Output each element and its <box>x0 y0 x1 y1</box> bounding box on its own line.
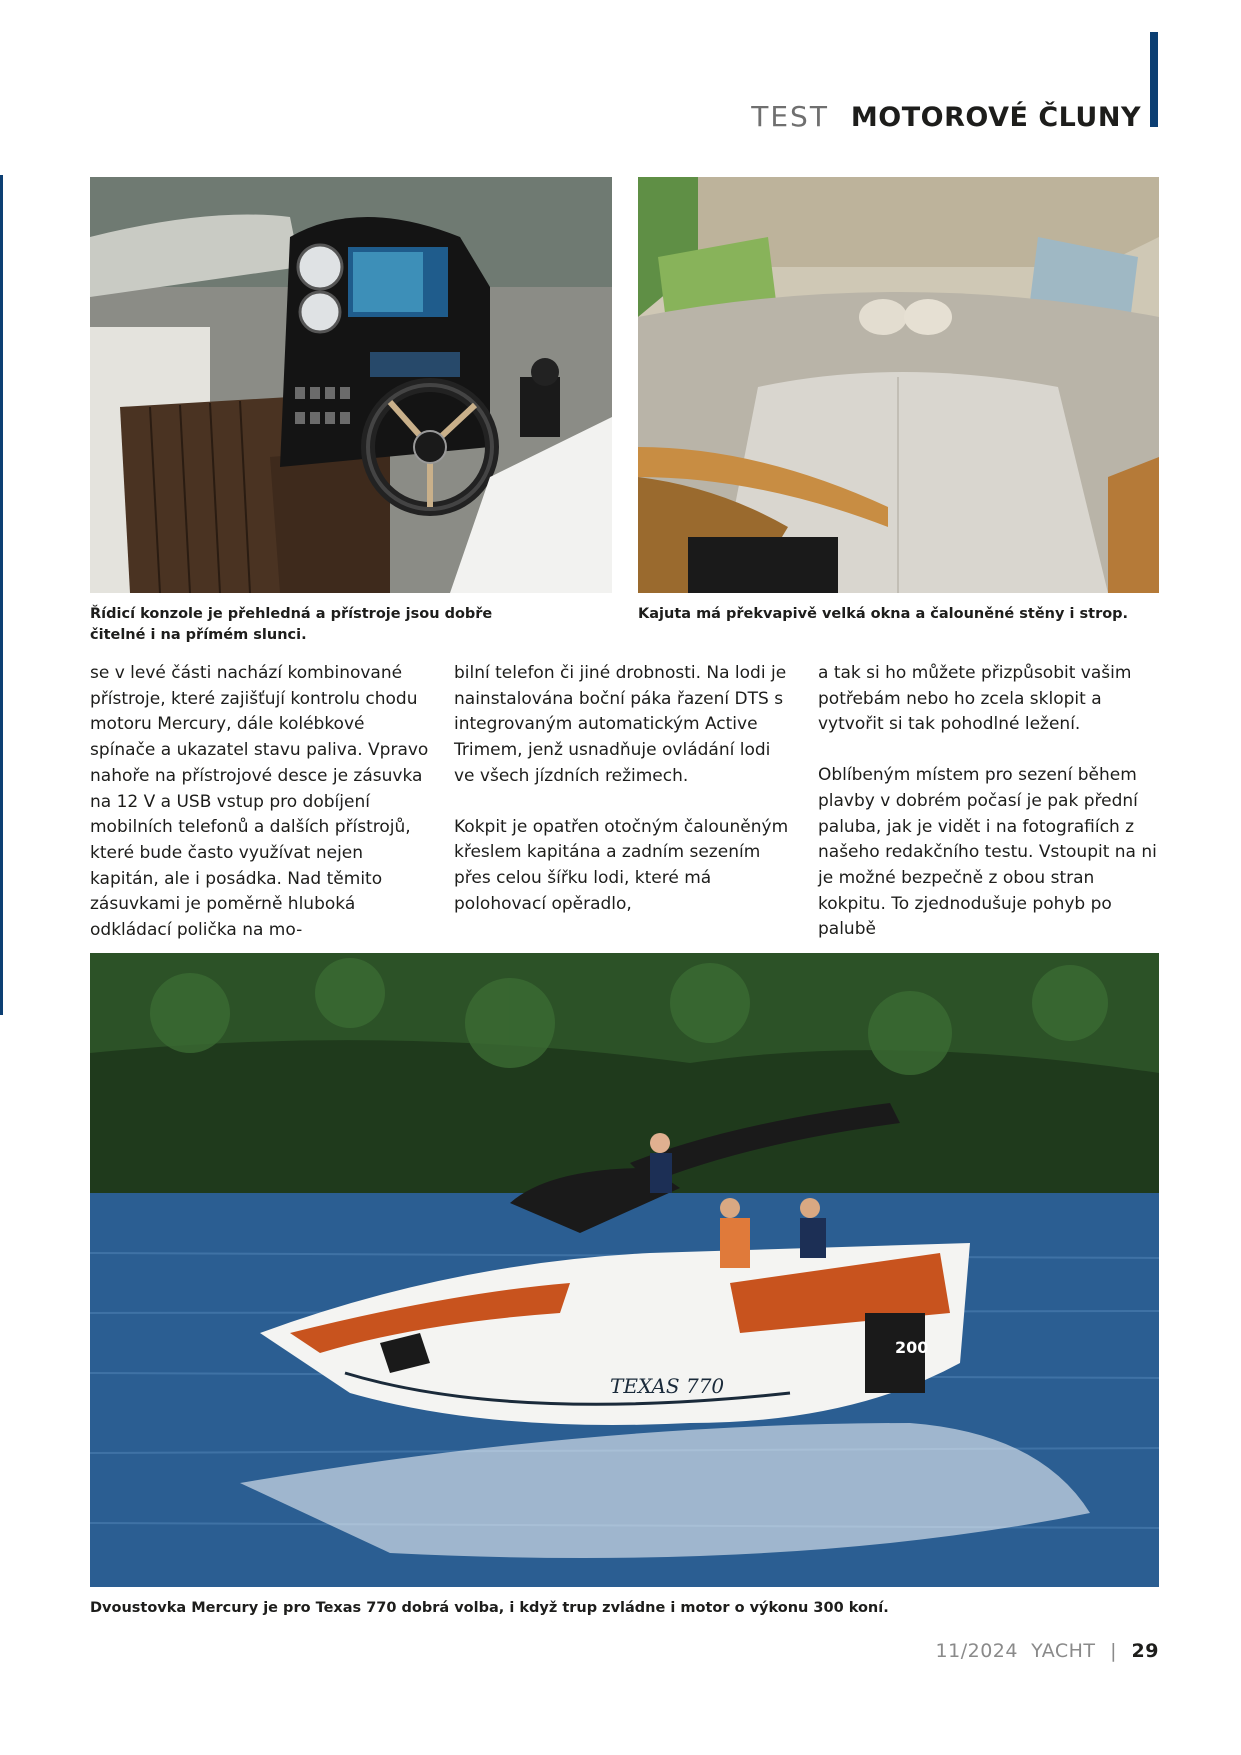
section-category: TEST <box>751 100 829 133</box>
caption-console: Řídicí konzole je přehledná a přístroje jsou dobře čitelné i na přímém slunci. <box>90 606 493 643</box>
paragraph: Oblíbeným místem pro sezení během plavby v dobrém počasí je pak přední paluba, jak je vidět i na fotografiích z našeho redakčního testu. Vstoupit na ni je možné bezpečně z obou stran kokpitu. To zjednodušuje pohyb po palubě <box>818 765 1157 940</box>
text-column-3 <box>818 661 1158 943</box>
paragraph: se v levé části nachází kombinované přístroje, které zajišťují kontrolu chodu motoru Mercury, dále kolébkové spínače a ukazatel stavu paliva. Vpravo nahoře na přístrojové desce je zásuvka na 12 V a USB vstup pro dobíjení mobilních telefonů a dalších přístrojů, které bude často využívat nejen kapitán, ale i posádka. Nad těmito zásuvkami je poměrně hluboká odkládací polička na mo- <box>90 663 429 941</box>
paragraph: Kokpit je opatřen otočným čalouněným křeslem kapitána a zadním sezením přes celou šířku lodi, které má polohovací opěradlo, <box>454 816 789 914</box>
page-footer <box>936 1640 1159 1662</box>
paragraph: bilní telefon či jiné drobnosti. Na lodi je nainstalována boční páka řazení DTS s integrovaným automatickým Active Trimem, jenž usnadňuje ovládání lodi ve všech jízdních režimech. <box>454 663 787 786</box>
caption-boat: Dvoustovka Mercury je pro Texas 770 dobrá volba, i když trup zvládne i motor o výkonu 300 koní. <box>90 1600 889 1616</box>
photo-console <box>90 177 612 593</box>
footer-separator: | <box>1110 1640 1117 1662</box>
caption-cabin: Kajuta má překvapivě velká okna a čalouněné stěny i strop. <box>638 606 1129 622</box>
photo-cabin <box>638 177 1159 593</box>
paragraph: a tak si ho můžete přizpůsobit vašim potřebám nebo ho zcela sklopit a vytvořit si tak pohodlné ležení. <box>818 663 1132 735</box>
page-number: 29 <box>1131 1640 1159 1662</box>
engine-label: 200 <box>895 1338 929 1357</box>
footer-issue: 11/2024 <box>935 1640 1018 1662</box>
footer-magazine: YACHT <box>1031 1640 1096 1662</box>
page-edge-bar <box>0 175 3 1015</box>
page-header <box>751 100 1141 133</box>
header-accent-bar <box>1150 32 1158 127</box>
text-column-2 <box>454 661 794 917</box>
section-title: MOTOROVÉ ČLUNY <box>850 102 1141 133</box>
text-column-1 <box>90 661 430 944</box>
hull-lettering: TEXAS 770 <box>610 1374 725 1398</box>
photo-boat <box>90 953 1159 1587</box>
